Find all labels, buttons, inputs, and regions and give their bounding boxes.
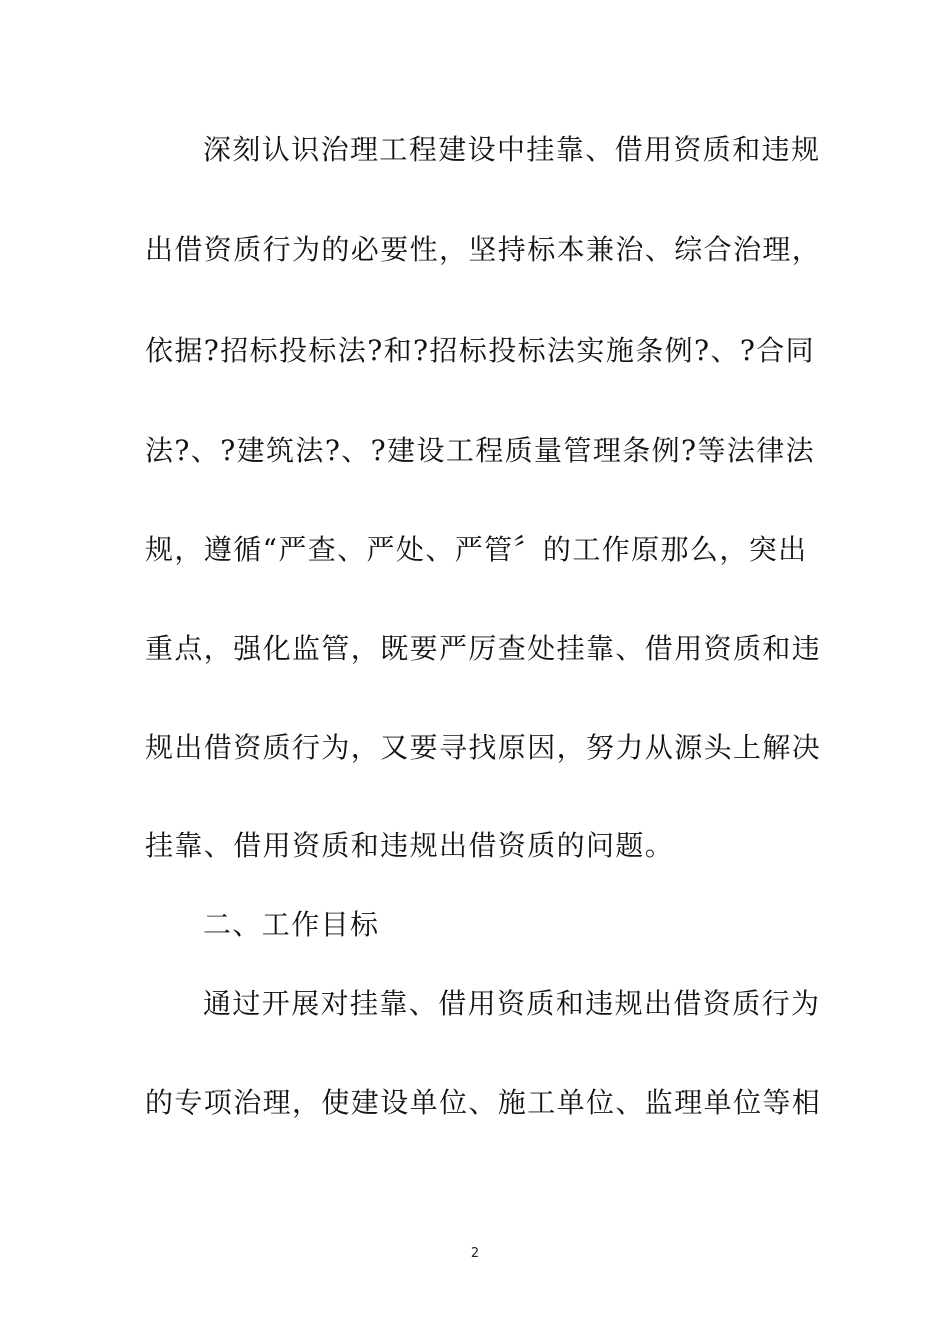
- paragraph-line-6: 重点，强化监管，既要严厉查处挂靠、借用资质和违: [145, 632, 822, 665]
- paragraph-line-5: 规，遵循“严查、严处、严管〞的工作原那么，突出: [145, 533, 808, 566]
- paragraph-line-10: 的专项治理，使建设单位、施工单位、监理单位等相: [145, 1086, 822, 1119]
- paragraph-line-8: 挂靠、借用资质和违规出借资质的问题。: [145, 829, 675, 862]
- page-number: 2: [470, 1246, 480, 1261]
- paragraph-line-3: 依据?招标投标法?和?招标投标法实施条例?、?合同: [145, 334, 816, 367]
- paragraph-line-7: 规出借资质行为，又要寻找原因，努力从源头上解决: [145, 731, 822, 764]
- section-heading: 二、工作目标: [203, 908, 380, 941]
- paragraph-line-1: 深刻认识治理工程建设中挂靠、借用资质和违规: [203, 133, 821, 166]
- paragraph-line-9: 通过开展对挂靠、借用资质和违规出借资质行为: [203, 987, 821, 1020]
- paragraph-line-2: 出借资质行为的必要性，坚持标本兼治、综合治理，: [145, 233, 822, 266]
- paragraph-line-4: 法?、?建筑法?、?建设工程质量管理条例?等法律法: [145, 434, 816, 467]
